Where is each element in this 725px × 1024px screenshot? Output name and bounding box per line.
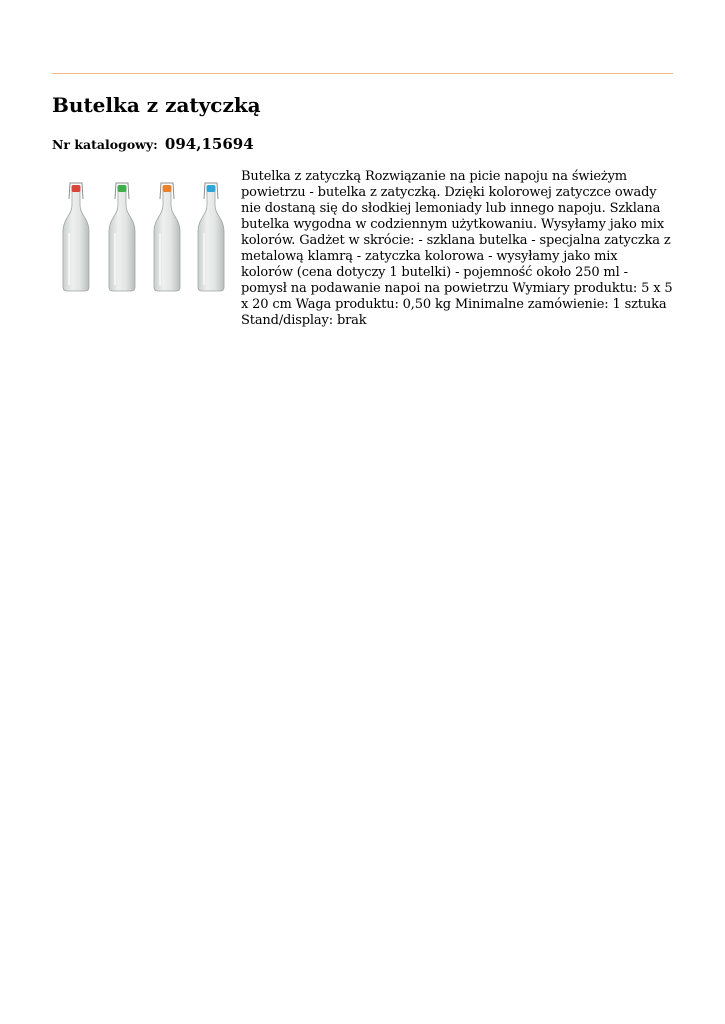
bottle-graphic [63, 183, 89, 291]
catalog-number-row [52, 134, 254, 153]
bottle-graphic [154, 183, 180, 291]
bottle-cap [118, 185, 127, 192]
catalog-label: Nr katalogowy: [52, 137, 158, 152]
product-description: Butelka z zatyczką Rozwiązanie na picie napoju na świeżym powietrzu - butelka z zatyczką. Dzięki kolorowej zatyczce owady nie dostaną się do słodkiej lemoniady lub innego napoju. Szklana butelka wygodna w codziennym użytkowaniu. Wysyłamy jako mix kolorów. Gadżet w skrócie: - szklana butelka - specjalna zatyczka z metalową klamrą - zatyczka kolorowa - wysyłamy jako mix kolorów (cena dotyczy 1 butelki) - pojemność około 250 ml - pomysł na podawanie napoi na powietrzu Wymiary produktu: 5 x 5 x 20 cm Waga produktu: 0,50 kg Minimalne zamówienie: 1 sztuka Stand/display: brak [241, 169, 673, 328]
catalog-number: 094,15694 [164, 135, 254, 153]
bottle-cap [72, 185, 81, 192]
bottle-cap [163, 185, 172, 192]
bottle-graphic [198, 183, 224, 291]
bottle-cap [207, 185, 216, 192]
product-image [52, 177, 228, 294]
bottle-graphic [109, 183, 135, 291]
page-title: Butelka z zatyczką [52, 93, 261, 117]
header-divider [52, 73, 673, 74]
